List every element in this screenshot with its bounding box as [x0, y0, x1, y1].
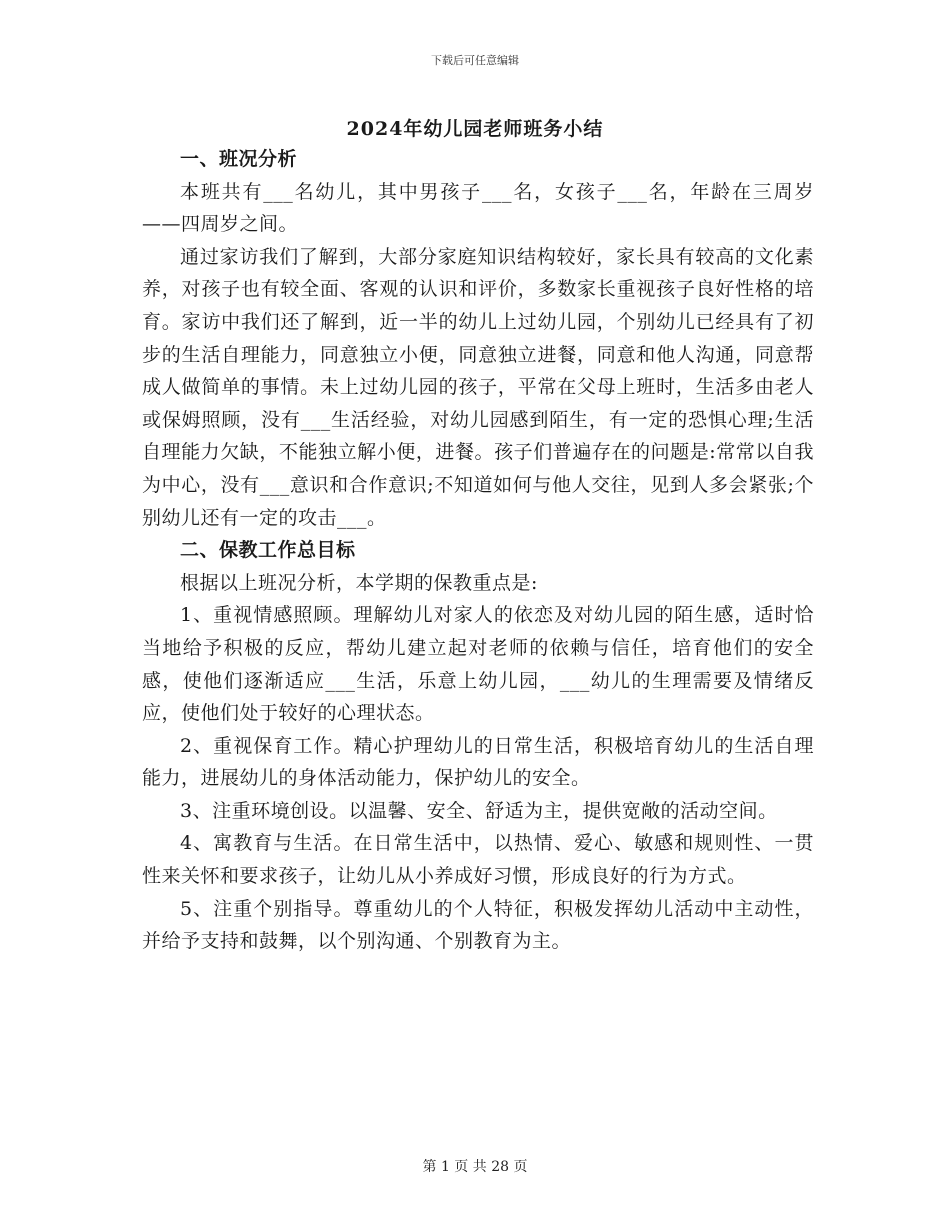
paragraph-goals-intro: 根据以上班况分析，本学期的保教重点是: — [180, 571, 538, 594]
goal-item-emotional-care: 1、重视情感照顾。理解幼儿对家人的依恋及对幼儿园的陌生感，适时恰当地给予积极的反应，帮幼儿建立起对老师的依赖与信任，培育他们的安全感，使他们逐渐适应___生活，乐意上幼儿园，___幼儿的生理需要及情绪反应，使他们处于较好的心理状态。 — [142, 604, 814, 725]
page-number-footer: 第 1 页 共 28 页 — [422, 1159, 528, 1175]
goal-item-environment: 3、注重环境创设。以温馨、安全、舒适为主，提供宽敞的活动空间。 — [180, 799, 778, 822]
paragraph-home-visit: 通过家访我们了解到，大部分家庭知识结构较好，家长具有较高的文化素养，对孩子也有较全面、客观的认识和评价，多数家长重视孩子良好性格的培育。家访中我们还了解到，近一半的幼儿上过幼儿园，个别幼儿已经具有了初步的生活自理能力，同意独立小便，同意独立进餐，同意和他人沟通，同意帮成人做简单的事情。未上过幼儿园的孩子，平常在父母上班时，生活多由老人或保姆照顾，没有___生活经验，对幼儿园感到陌生，有一定的恐惧心理;生活自理能力欠缺，不能独立解小便，进餐。孩子们普遍存在的问题是:常常以自我为中心，没有___意识和合作意识;不知道如何与他人交往，见到人多会紧张;个别幼儿还有一定的攻击___。 — [142, 245, 814, 529]
goal-item-individual-guidance: 5、注重个别指导。尊重幼儿的个人特征，积极发挥幼儿活动中主动性，并给予支持和鼓舞，以个别沟通、个别教育为主。 — [142, 897, 814, 953]
document-body — [142, 143, 814, 958]
section-heading-goals: 二、保教工作总目标 — [180, 539, 356, 562]
paragraph-class-size: 本班共有___名幼儿，其中男孩子___名，女孩子___名，年龄在三周岁——四周岁之间。 — [142, 180, 814, 236]
page-header-note: 下载后可任意编辑 — [431, 54, 519, 67]
document-title: 2024年幼儿园老师班务小结 — [346, 118, 604, 140]
section-heading-class-analysis: 一、班况分析 — [180, 148, 298, 170]
goal-item-education-in-life: 4、寓教育与生活。在日常生活中，以热情、爱心、敏感和规则性、一贯性来关怀和要求孩子，让幼儿从小养成好习惯，形成良好的行为方式。 — [142, 832, 814, 888]
goal-item-childcare: 2、重视保育工作。精心护理幼儿的日常生活，积极培育幼儿的生活自理能力，进展幼儿的身体活动能力，保护幼儿的安全。 — [142, 734, 814, 790]
